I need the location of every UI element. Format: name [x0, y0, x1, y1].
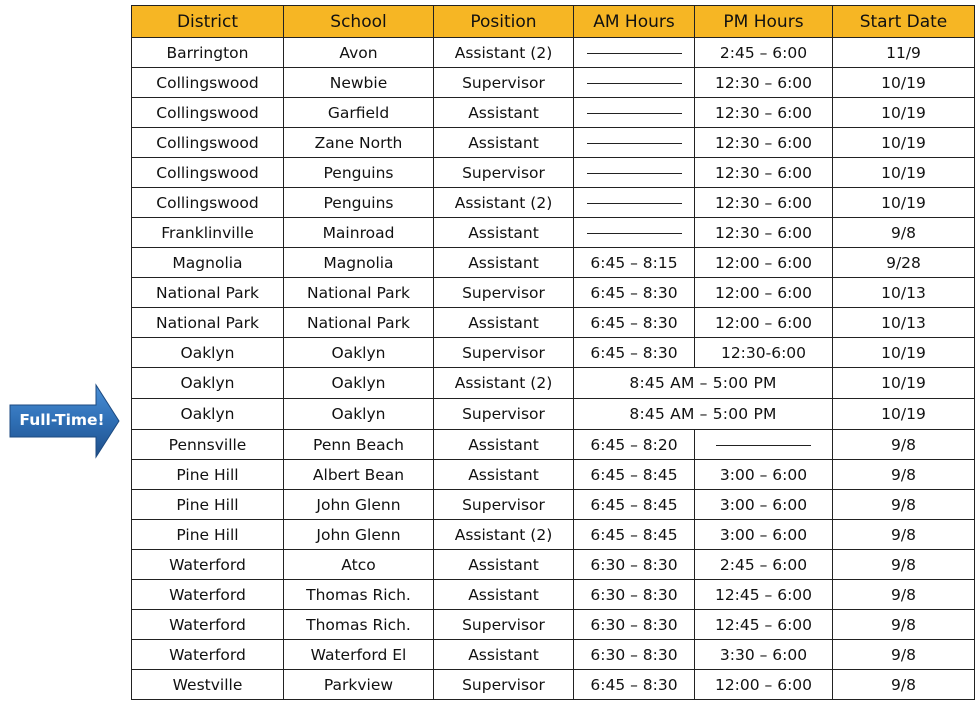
cell-position: Assistant (2) [434, 368, 574, 399]
table-row [132, 670, 975, 700]
cell-am-hours [574, 98, 695, 128]
cell-pm-hours: 12:30 – 6:00 [695, 98, 833, 128]
cell-start-date: 10/13 [833, 308, 975, 338]
cell-start-date: 10/13 [833, 278, 975, 308]
cell-pm-hours: 12:00 – 6:00 [695, 308, 833, 338]
cell-pm-hours: 12:00 – 6:00 [695, 670, 833, 700]
cell-district: Collingswood [132, 188, 284, 218]
cell-pm-hours: 12:00 – 6:00 [695, 278, 833, 308]
cell-start-date: 10/19 [833, 188, 975, 218]
cell-am-hours [574, 38, 695, 68]
cell-start-date: 9/8 [833, 610, 975, 640]
cell-district: Collingswood [132, 98, 284, 128]
column-header-district: District [132, 6, 284, 38]
cell-position: Assistant [434, 460, 574, 490]
cell-pm-hours: 12:30 – 6:00 [695, 158, 833, 188]
cell-school: Parkview [284, 670, 434, 700]
cell-pm-hours: 12:30 – 6:00 [695, 128, 833, 158]
cell-start-date: 10/19 [833, 338, 975, 368]
cell-position: Assistant (2) [434, 38, 574, 68]
cell-am-hours: 6:45 – 8:45 [574, 520, 695, 550]
no-hours-dash [587, 83, 682, 84]
cell-position: Assistant [434, 128, 574, 158]
cell-school: Oaklyn [284, 368, 434, 399]
cell-am-hours: 6:45 – 8:15 [574, 248, 695, 278]
cell-district: Magnolia [132, 248, 284, 278]
cell-start-date: 9/28 [833, 248, 975, 278]
cell-district: Oaklyn [132, 368, 284, 399]
cell-position: Supervisor [434, 68, 574, 98]
cell-pm-hours: 3:00 – 6:00 [695, 460, 833, 490]
cell-district: Waterford [132, 550, 284, 580]
cell-position: Assistant [434, 308, 574, 338]
cell-am-hours [574, 68, 695, 98]
cell-start-date: 10/19 [833, 128, 975, 158]
table-row [132, 580, 975, 610]
openings-table [131, 5, 975, 700]
no-hours-dash [716, 445, 811, 446]
cell-pm-hours: 2:45 – 6:00 [695, 38, 833, 68]
cell-position: Assistant [434, 248, 574, 278]
cell-pm-hours: 12:30 – 6:00 [695, 188, 833, 218]
cell-school: Avon [284, 38, 434, 68]
cell-start-date: 9/8 [833, 670, 975, 700]
cell-district: National Park [132, 308, 284, 338]
cell-district: Westville [132, 670, 284, 700]
cell-pm-hours: 2:45 – 6:00 [695, 550, 833, 580]
cell-start-date: 9/8 [833, 490, 975, 520]
table-row [132, 490, 975, 520]
cell-district: Oaklyn [132, 338, 284, 368]
cell-school: Penguins [284, 158, 434, 188]
cell-pm-hours: 12:00 – 6:00 [695, 248, 833, 278]
cell-start-date: 11/9 [833, 38, 975, 68]
cell-pm-hours: 3:00 – 6:00 [695, 490, 833, 520]
cell-start-date: 9/8 [833, 218, 975, 248]
cell-am-hours: 6:45 – 8:30 [574, 338, 695, 368]
cell-school: Waterford El [284, 640, 434, 670]
cell-am-hours [574, 218, 695, 248]
table-row [132, 399, 975, 430]
cell-position: Assistant [434, 550, 574, 580]
column-header-start-date: Start Date [833, 6, 975, 38]
cell-district: Waterford [132, 610, 284, 640]
cell-school: Albert Bean [284, 460, 434, 490]
cell-position: Supervisor [434, 399, 574, 430]
cell-district: Franklinville [132, 218, 284, 248]
cell-pm-hours: 3:30 – 6:00 [695, 640, 833, 670]
no-hours-dash [587, 173, 682, 174]
cell-school: Zane North [284, 128, 434, 158]
cell-position: Supervisor [434, 158, 574, 188]
table-row [132, 278, 975, 308]
table-row [132, 338, 975, 368]
column-header-position: Position [434, 6, 574, 38]
cell-district: Pine Hill [132, 460, 284, 490]
table-row [132, 550, 975, 580]
cell-school: Garfield [284, 98, 434, 128]
cell-school: Magnolia [284, 248, 434, 278]
no-hours-dash [587, 233, 682, 234]
cell-position: Assistant [434, 430, 574, 460]
cell-position: Supervisor [434, 670, 574, 700]
table-row [132, 38, 975, 68]
cell-pm-hours: 3:00 – 6:00 [695, 520, 833, 550]
table-row [132, 68, 975, 98]
table-row [132, 308, 975, 338]
cell-school: Mainroad [284, 218, 434, 248]
table-row [132, 128, 975, 158]
cell-start-date: 10/19 [833, 68, 975, 98]
cell-start-date: 10/19 [833, 98, 975, 128]
cell-am-hours: 6:30 – 8:30 [574, 610, 695, 640]
cell-school: Thomas Rich. [284, 580, 434, 610]
cell-district: Barrington [132, 38, 284, 68]
cell-school: Oaklyn [284, 338, 434, 368]
cell-position: Supervisor [434, 338, 574, 368]
cell-school: Penguins [284, 188, 434, 218]
cell-am-hours: 6:45 – 8:30 [574, 308, 695, 338]
cell-district: Collingswood [132, 68, 284, 98]
cell-start-date: 9/8 [833, 550, 975, 580]
cell-school: Thomas Rich. [284, 610, 434, 640]
table-row [132, 640, 975, 670]
cell-school: John Glenn [284, 490, 434, 520]
cell-district: Pine Hill [132, 520, 284, 550]
no-hours-dash [587, 53, 682, 54]
cell-am-hours: 6:45 – 8:30 [574, 670, 695, 700]
cell-am-hours [574, 128, 695, 158]
cell-position: Supervisor [434, 610, 574, 640]
cell-district: Collingswood [132, 128, 284, 158]
table-row [132, 520, 975, 550]
no-hours-dash [587, 143, 682, 144]
column-header-school: School [284, 6, 434, 38]
cell-district: Collingswood [132, 158, 284, 188]
no-hours-dash [587, 113, 682, 114]
cell-am-hours: 6:45 – 8:30 [574, 278, 695, 308]
cell-am-hours [574, 158, 695, 188]
cell-am-hours: 6:45 – 8:20 [574, 430, 695, 460]
cell-start-date: 10/19 [833, 158, 975, 188]
cell-district: National Park [132, 278, 284, 308]
cell-position: Supervisor [434, 490, 574, 520]
table-row [132, 158, 975, 188]
cell-start-date: 9/8 [833, 430, 975, 460]
cell-full-time-hours: 8:45 AM – 5:00 PM [574, 368, 833, 399]
cell-district: Pennsville [132, 430, 284, 460]
cell-pm-hours: 12:45 – 6:00 [695, 580, 833, 610]
table-row [132, 218, 975, 248]
cell-start-date: 9/8 [833, 580, 975, 610]
cell-start-date: 9/8 [833, 520, 975, 550]
table-row [132, 368, 975, 399]
cell-pm-hours: 12:30 – 6:00 [695, 68, 833, 98]
cell-position: Assistant [434, 640, 574, 670]
cell-school: National Park [284, 278, 434, 308]
no-hours-dash [587, 203, 682, 204]
cell-school: National Park [284, 308, 434, 338]
table-row [132, 460, 975, 490]
table-row [132, 98, 975, 128]
cell-school: Newbie [284, 68, 434, 98]
cell-pm-hours [695, 430, 833, 460]
cell-am-hours: 6:45 – 8:45 [574, 490, 695, 520]
cell-district: Waterford [132, 640, 284, 670]
table-row [132, 610, 975, 640]
cell-start-date: 9/8 [833, 640, 975, 670]
cell-am-hours: 6:30 – 8:30 [574, 550, 695, 580]
cell-start-date: 10/19 [833, 368, 975, 399]
full-time-callout-label: Full-Time! [19, 411, 105, 429]
column-header-am-hours: AM Hours [574, 6, 695, 38]
column-header-pm-hours: PM Hours [695, 6, 833, 38]
cell-pm-hours: 12:45 – 6:00 [695, 610, 833, 640]
cell-district: Waterford [132, 580, 284, 610]
cell-am-hours: 6:30 – 8:30 [574, 580, 695, 610]
cell-school: Penn Beach [284, 430, 434, 460]
cell-pm-hours: 12:30-6:00 [695, 338, 833, 368]
cell-full-time-hours: 8:45 AM – 5:00 PM [574, 399, 833, 430]
cell-am-hours [574, 188, 695, 218]
cell-position: Assistant [434, 580, 574, 610]
cell-am-hours: 6:30 – 8:30 [574, 640, 695, 670]
table-row [132, 248, 975, 278]
cell-district: Pine Hill [132, 490, 284, 520]
cell-position: Assistant (2) [434, 520, 574, 550]
cell-start-date: 9/8 [833, 460, 975, 490]
cell-am-hours: 6:45 – 8:45 [574, 460, 695, 490]
cell-pm-hours: 12:30 – 6:00 [695, 218, 833, 248]
cell-school: Atco [284, 550, 434, 580]
table-row [132, 430, 975, 460]
table-row [132, 188, 975, 218]
cell-position: Assistant [434, 98, 574, 128]
cell-position: Supervisor [434, 278, 574, 308]
cell-school: Oaklyn [284, 399, 434, 430]
cell-position: Assistant (2) [434, 188, 574, 218]
cell-start-date: 10/19 [833, 399, 975, 430]
cell-school: John Glenn [284, 520, 434, 550]
table-header-row [132, 6, 975, 38]
cell-district: Oaklyn [132, 399, 284, 430]
cell-position: Assistant [434, 218, 574, 248]
